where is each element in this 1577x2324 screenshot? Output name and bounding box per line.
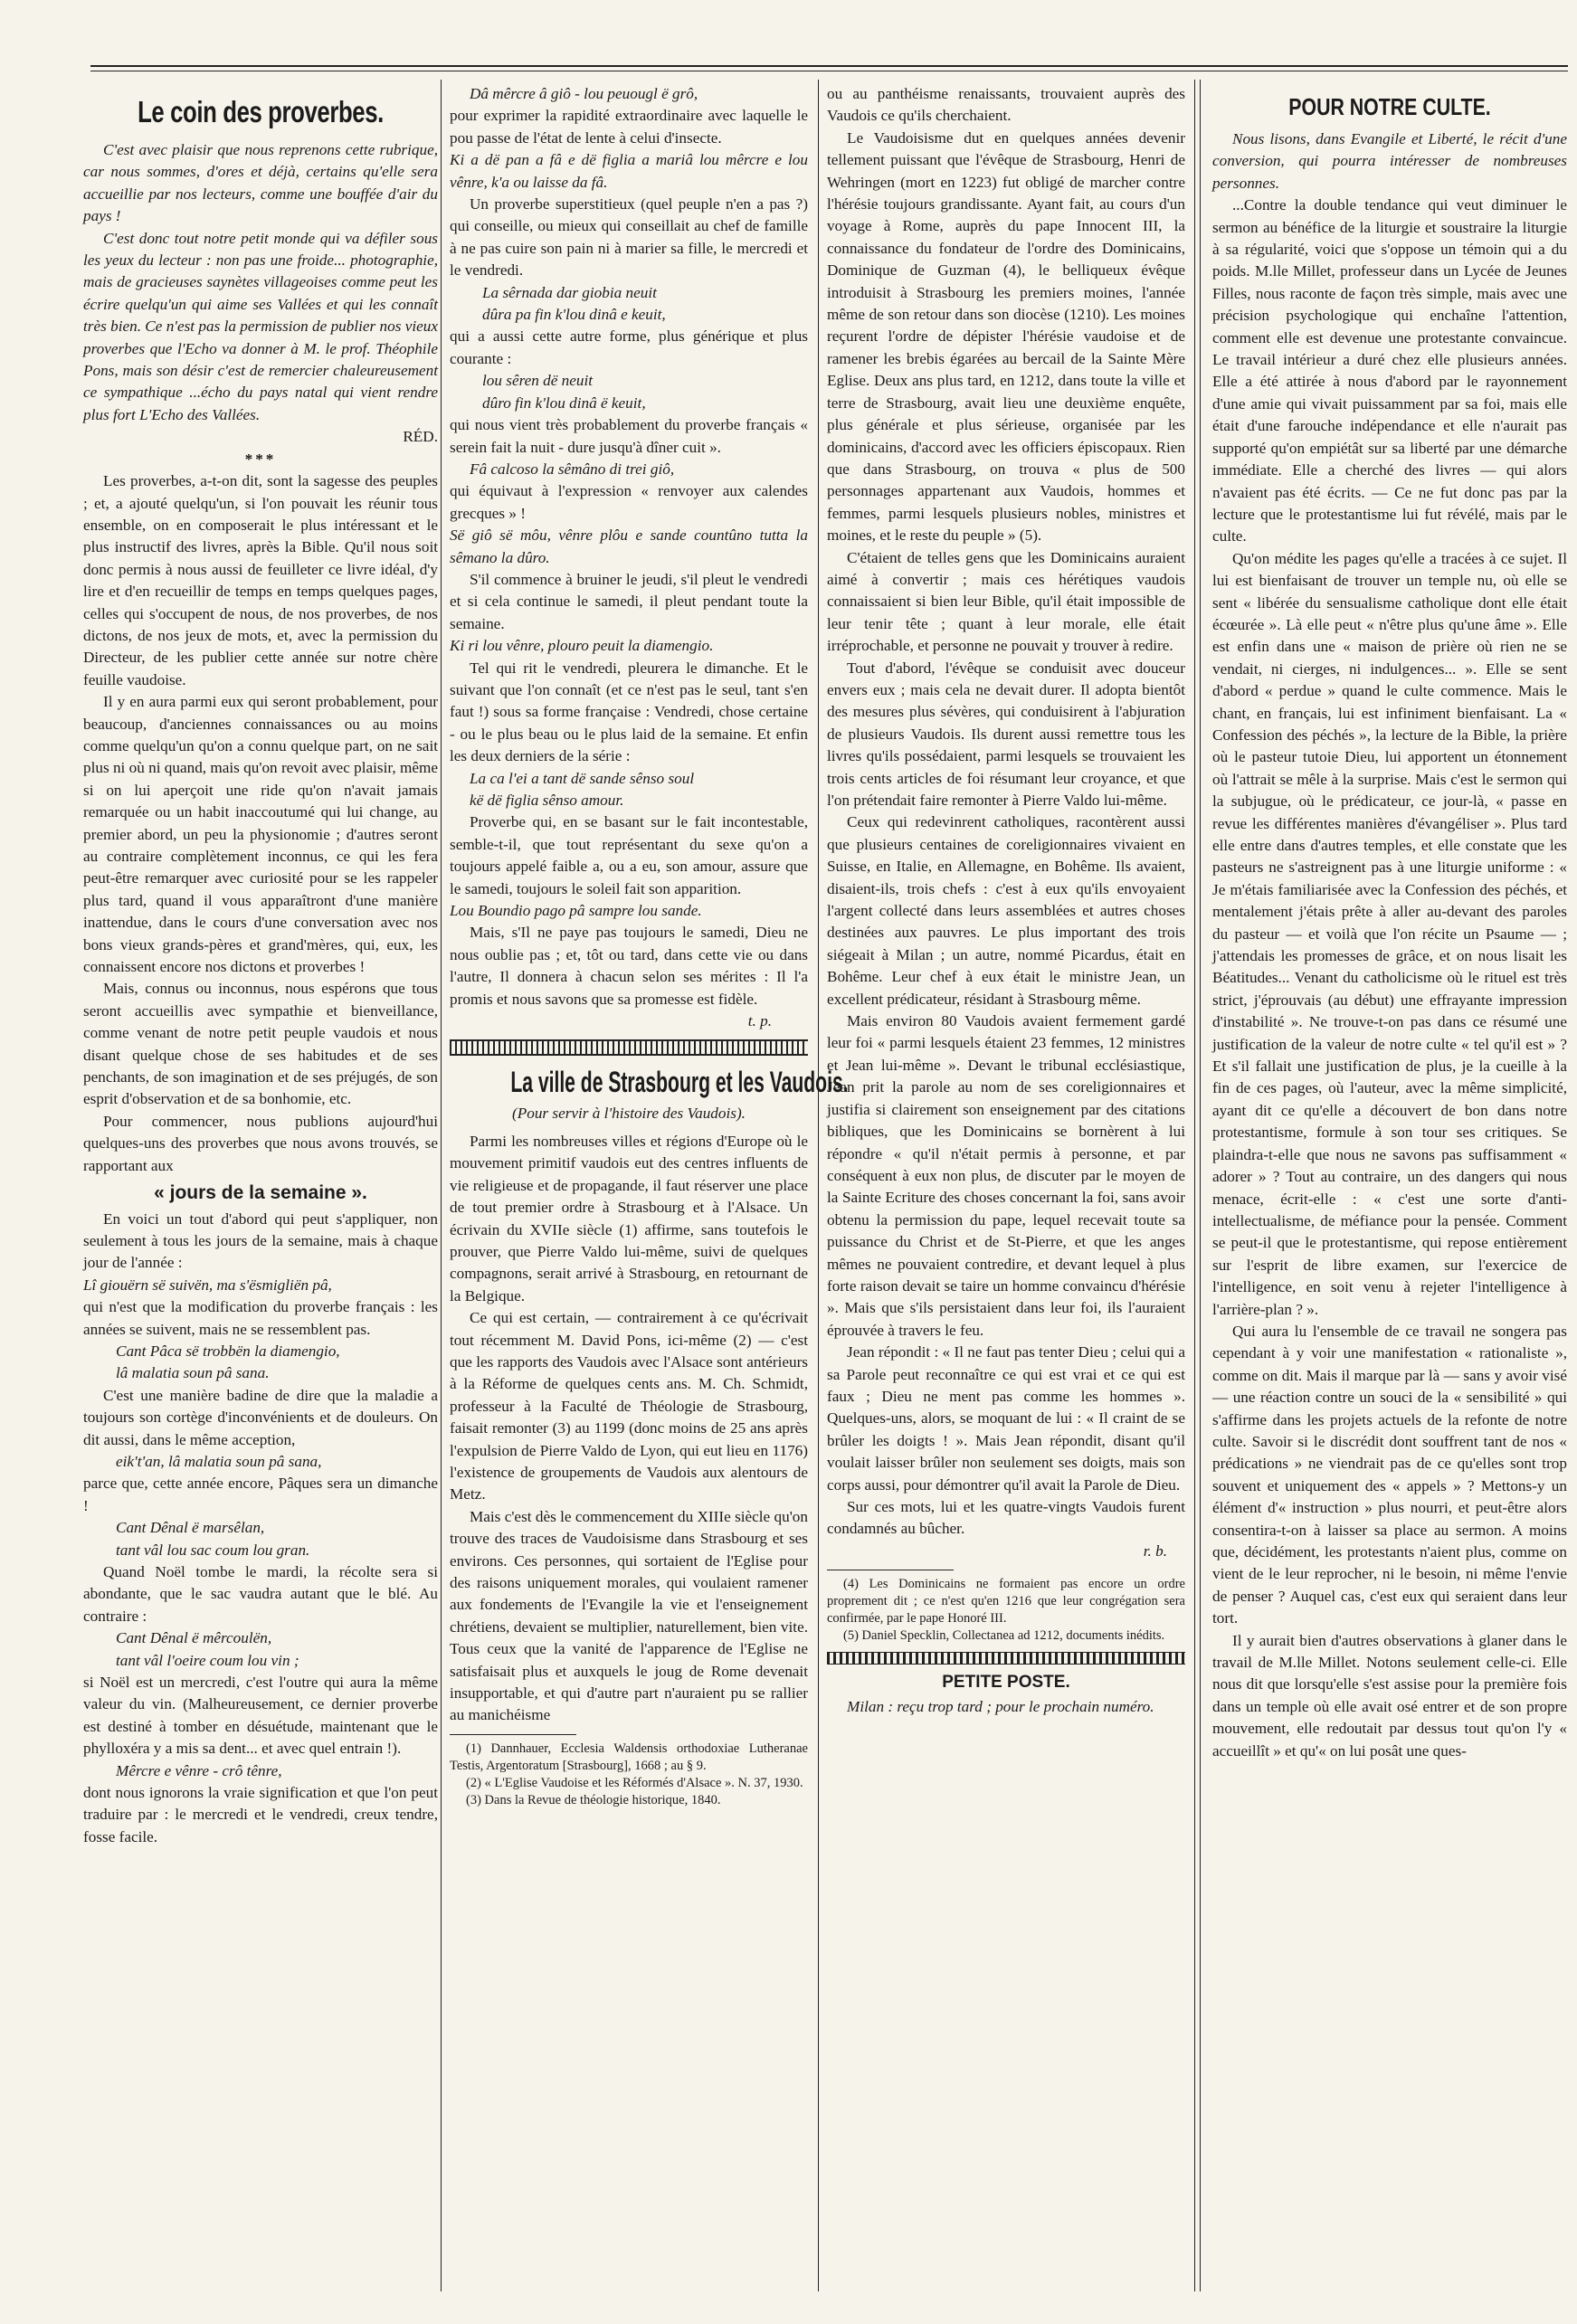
intro-paragraph: C'est avec plaisir que nous reprenons cette rubrique, car nous sommes, d'ores et déjà, certains qu'elle sera accueillie par nos lecteurs, comme une bouffée d'air du pays ! [83,141,438,225]
body-paragraph: Le Vaudoisisme dut en quelques années devenir tellement puissant que l'évêque de Strasbourg, Henri de Wehringen (mort en 1223) fut obligé de marcher contre l'hérésie toujours grandissante. Ayant fait, au cours d'un voyage à Rome, auprès du pape Innocent III, la connaissance du fondateur de l'ordre des Dominicains, Dominique de Guzman (4), le belliqueux évêque introduisit à Strasbourg les premiers moines, l'année même de son retour dans son diocèse (1210). Les moines reçurent l'ordre de dépister l'hérésie vaudoise et de ramener les brebis égarées au bercail de la Sainte Mère Eglise. Deux ans plus tard, en 1212, dans toute la ville et terre de Strasbourg, avait lieu une deuxième enquête, plus générale et plus sérieuse, organisée par les dominicains, d'accord avec les officiers épiscopaux. Rien que dans Strasbourg, on trouva « plus de 500 personnages appartenant aux Vaudois, hommes et femmes, parmi lesquels plusieurs nobles, ministres et moines, et le reste du peuple » (5). [827,128,1185,545]
proverb-line: Së giô së môu, vênre plôu e sande countûno tutta la sêmano la dûro. [450,526,808,566]
proverb-line: Ki a dë pan a fâ e dë figlia a mariâ lou mêrcre e lou vênre, k'a ou laisse da fâ. [450,151,808,191]
body-paragraph: Proverbe qui, en se basant sur le fait incontestable, semble-t-il, que tout représentant du sexe qu'on a toujours appelé faible a, ou a eu, son amour, assure que le samedi, toujours le soleil fait son apparition. [450,813,808,897]
article-title-strasbourg: La ville de Strasbourg et les Vaudois. [510,1066,849,1099]
proverb-line: Cant Dênal ë mêrcoulën, [116,1629,272,1647]
author-signature: t. p. [747,1012,772,1030]
section-heading-petite-poste: PETITE POSTE. [942,1673,1070,1693]
body-paragraph: Mais c'est dès le commencement du XIIIe siècle qu'on trouve des traces de Vaudoisisme dans Strasbourg et ses environs. Ces personnes, qui sortaient de l'Eglise pour des raisons uniquement morales, qui voulaient ramener aux fondements de l'Evangile la vie et l'enseignement chrétiens, devaient se multiplier, naturellement, bien vite. Tous ceux que la vanité de l'apparence de l'Eglise ne satisfaisait plus et auxquels le joug de Rome devenait insupportable, et qui d'autre part n'auraient pu se rallier au manichéisme [450,1507,808,1724]
body-paragraph: Qu'on médite les pages qu'elle a tracées à ce sujet. Il lui est bienfaisant de trouver un temple nu, où elle se sent « libérée du sensualisme catholique dont elle était écœurée ». Là elle peut « n'être plus qu'une âme ». Elle est enfin dans une « maison de prière où rien ne se vendait, ni cierges, ni indulgences... ». Elle se sent d'abord « perdue » quand le culte commence. Mais le chant, en français, lui est infiniment bienfaisant. La « Confession des péchés », la lecture de la Bible, la prière où le pasteur tutoie Dieu, lui apportent un étonnement où l'attrait se mêle à la surprise. Mais c'est le sermon qui la subjugue, où le prédicateur, ce jour-là, « passe en revue les différentes manières d'évangéliser ». Plus tard elle entre dans d'autres temples, et elle constate que les pasteurs ne s'astreignent pas à une liturgie uniforme : « Je m'étais familiarisée avec la Confession des péchés, et mentalement j'étais prête à aller au-devant des paroles du pasteur — et voilà que l'on récite un Psaume — ; j'attendais les promesses de grâce, et on nous lisait les Béatitudes... Venant du catholicisme où le rituel est très strict, j'éprouvais (au début) une effrayante impression d'instabilité ». Ne trouve-t-on pas dans ce résumé une justification de la valeur de notre culte « tel qu'il est » ? Et s'il fallait une justification de plus, je la cueille à la fin de ces pages, où l'auteur, avec la même simplicité, ayant dit ce qu'elle a découvert de bon dans notre protestantisme, formule à son tour ses critiques. Se plaindra-t-elle que nous ne savons pas suffisamment « adorer » ? Tout au contraire, un des dangers qui nous menace, écrit-elle : « c'est une sorte d'anti-intellectualisme, de méfiance pour la pensée. Comment se peut-il que le protestantisme, qui repose entièrement sur l'esprit de libre examen, sur l'exercice de l'intelligence, en soit venu à rejeter l'intelligence à l'arrière-plan ? ». [1212,549,1567,1318]
section-heading-jours: « jours de la semaine ». [154,1182,367,1204]
petite-poste-text: Milan : reçu trop tard ; pour le prochain numéro. [847,1697,1154,1715]
body-paragraph: qui n'est que la modification du proverbe français : les années se suivent, mais ne se ressemblent pas. [83,1298,438,1338]
column-proverbes [83,83,438,2291]
footnote: (2) « L'Eglise Vaudoise et les Réformés d'Alsace ». N. 37, 1930. [466,1775,803,1790]
article-title-culte: POUR NOTRE CULTE. [1288,93,1491,120]
column-rule-3 [1194,80,1195,2291]
body-paragraph: Il y aurait bien d'autres observations à glaner dans le travail de M.lle Millet. Notons seulement celle-ci. Elle nous dit que lorsqu'elle s'est assise pour la première fois dans un temple où elle avait osé entrer et de son propre mouvement, elle redoutait par dessus tout qu'on l'y « accueillît » et qu'« on lui posât une ques- [1212,1631,1567,1760]
article-title-proverbes: Le coin des proverbes. [138,95,384,128]
body-paragraph: Qui aura lu l'ensemble de ce travail ne songera pas cependant à y voir une manifestation « rationaliste », comme on dit. Mais il marque par là — sans y avoir visé — une réaction contre un souci de la « sensibilité » qui s'affirme dans les projets actuels de la refonte de notre culte. Savoir si le discrédit dont souffrent tant de nos « prédications » ne viendrait pas de ce qu'elles sont trop souvent et uniquement des « appels » ? Mettons-y un élément d'« instruction » plus nourri, et peut-être alors consentira-t-on à laisser sa place au sermon. A moins que, décidément, les protestants n'aient plus, comme on vient de le leur reprocher, ni le besoin, ni même l'envie de penser ? Auquel cas, c'est eux qui seraient dans leur tort. [1212,1322,1567,1627]
body-paragraph: Quand Noël tombe le mardi, la récolte sera si abondante, que le sac vaudra autant que le blé. Au contraire : [83,1563,438,1625]
body-paragraph: Jean répondit : « Il ne faut pas tenter Dieu ; celui qui a sa Parole peut reconnaître ce qui est vrai et ce qui est faux ; Dieu ne ment pas comme les hommes ». Quelques-uns, alors, se moquant de lui : « Il craint de se brûler les doigts ! ». Mais Jean répondit, disant qu'il voulait laisser brûler non seulement ses doigts, mais son corps aussi, pour démontrer qu'il avait la Parole de Dieu. [827,1343,1185,1494]
proverb-line: Lou Boundio pago pâ sampre lou sande. [450,902,702,920]
ornamental-divider [450,1039,808,1056]
proverb-line: eik't'an, lâ malatia soun pâ sana, [116,1452,322,1470]
proverb-line: dûra pa fin k'lou dinâ e keuit, [482,306,666,324]
body-paragraph: qui nous vient très probablement du proverbe français « serein fait la nuit - dure jusqu'à dîner cuit ». [450,416,808,456]
column-proverbes-strasbourg [450,83,849,2291]
proverb-line: Fâ calcoso la sêmâno di trei giô, [470,460,675,478]
footnote: (3) Dans la Revue de théologie historique, 1840. [466,1792,721,1807]
body-paragraph: Tout d'abord, l'évêque se conduisit avec douceur envers eux ; mais cela ne devait durer. Il adopta bientôt des mesures plus sévères, qui conduisirent à l'abjuration de plusieurs Vaudois. Ils durent aussi remettre tous les livres qu'ils possédaient, parmi lesquels se trouvaient les trois cents articles de foi résumant leur croyance, et que l'on prétendait faire remonter à Pierre Valdo lui-même. [827,659,1185,809]
body-paragraph: Ce qui est certain, — contrairement à ce qu'écrivait tout récemment M. David Pons, ici-même (2) — c'est que les rapports des Vaudois avec l'Alsace sont antérieurs à la Réforme de quelques cents ans. M. Ch. Schmidt, professeur à la Faculté de Théologie de Strasbourg, faisait remonter (3) au 1199 (donc moins de 25 ans après l'expulsion de Pierre Valdo de Lyon, qui eut lieu en 1176) l'existence de groupements de Vaudois aux alentours de Metz. [450,1309,808,1503]
proverb-line: kë dë figlia sênso amour. [470,792,624,809]
body-paragraph: Sur ces mots, lui et les quatre-vingts Vaudois furent condamnés au bûcher. [827,1498,1185,1538]
body-paragraph: parce que, cette année encore, Pâques sera un dimanche ! [83,1475,438,1514]
body-paragraph: qui a aussi cette autre forme, plus générique et plus courante : [450,327,808,367]
proverb-line: lou sêren dë neuit [482,372,594,390]
body-paragraph: Tel qui rit le vendredi, pleurera le dimanche. Et le suivant que l'on connaît (et ce n'est pas le seul, tant s'en faut !) sous sa forme française : Vendredi, chose certaine - ou le plus beau ou le plus laid de la semaine. Et enfin les deux derniers de la série : [450,659,808,765]
ornamental-divider [827,1652,1185,1665]
column-rule-3b [1200,80,1201,2291]
body-paragraph: pour exprimer la rapidité extraordinaire avec laquelle le pou passe de l'état de lente à celui d'insecte. [450,107,808,147]
body-paragraph: Mais environ 80 Vaudois avaient fermement gardé leur foi « parmi lesquels étaient 23 femmes, 12 ministres et Jean lui-même ». Devant le tribunal ecclésiastique, Jean prit la parole au nom de ses coreligionnaires et justifia si clairement son enseignement par des citations bibliques, que les Dominicains se bornèrent à lui répondre « qu'il n'était permis à personne, et par conséquent à eux non plus, de discuter par le moyen de la Sainte Ecriture des choses concernant la foi, sans avoir obtenu la permission du pape, lequel recevait toute sa puissance du Christ et de St-Pierre, et que les anges mêmes ne pouvaient contredire, et devant lequel à plus forte raison devait se taire un homme convaincu d'hérésie ». Mais que s'ils persistaient dans leur foi, ils l'auraient éprouvée à travers le feu. [827,1012,1185,1339]
proverb-line: Lî giouërn së suivën, ma s'ësmigliën pâ, [83,1276,332,1294]
body-paragraph: Mais, connus ou inconnus, nous espérons que tous seront accueillis avec sympathie et bienveillance, comme venant de notre petit peuple vaudois et nous disant quelque chose de ses habitudes et de ses penchants, de son imagination et de ses préjugés, de son esprit d'observation et de sa bonhomie, etc. [83,980,438,1108]
intro-paragraph: C'est donc tout notre petit monde qui va défiler sous les yeux du lecteur : non pas une froide... photographie, mais de gracieuses saynètes villageoises comme peut les écrire quelqu'un qui aime ses Vallées et qui les connaît très bien. Ce n'est pas la permission de publier nos vieux proverbes que l'Echo va donner à M. le prof. Théophile Pons, mais son désir c'est de remercier chaleureusement ce sympathique ...écho du pays natal qui vient rendre plus fort L'Echo des Vallées. [83,229,438,423]
proverb-line: tant vâl lou sac coum lou gran. [116,1541,310,1559]
body-paragraph: Mais, s'Il ne paye pas toujours le samedi, Dieu ne nous oublie pas ; et, tôt ou tard, dans cette vie ou dans l'autre, Il donnera à chacun selon ses mérites : Il l'a promis et nous savons que sa promesse est fidèle. [450,924,808,1008]
proverb-line: lâ malatia soun pâ sana. [116,1364,270,1382]
column-strasbourg-cont [827,83,1185,2291]
body-paragraph: Un proverbe superstitieux (quel peuple n'en a pas ?) qui conseille, ou mieux qui conseillait au chef de famille à ne pas cuire son pain ni à marier sa fille, le mercredi et le vendredi. [450,195,808,280]
body-paragraph: S'il commence à bruiner le jeudi, s'il pleut le vendredi et si cela continue le samedi, il pleut pendant toute la semaine. [450,570,808,632]
body-paragraph: Il y en aura parmi eux qui seront probablement, pour beaucoup, d'anciennes connaissances ou au moins comme quelqu'un qu'on a connu quelque part, on ne sait plus ni où ni quand, mais qu'on revoit avec plaisir, même si on lui aperçoit une ride qu'on n'avait jamais remarquée ou un habit inaccoutumé qui lui change, au premier abord, un peu la physionomie ; d'autres seront au contraire complètement inconnus, ce qui les fera peut-être remarquer avec curiosité pour se les rappeler plus tard, quand il vous apparaîtront d'une manière inattendue, dans le cours d'une conversation avec nos bons vieux grands-pères et grand'mères, qui, eux, les connaissent encore nos dictons et proverbes ! [83,693,438,976]
body-paragraph: Parmi les nombreuses villes et régions d'Europe où le mouvement primitif vaudois eut des centres influents de vie religieuse et de propagande, il faut réserver une place de tout premier ordre à Strasbourg et à l'Alsace. Un écrivain du XVIIe siècle (1) affirme, sans toutefois le prouver, que Pierre Valdo lui-même, suivi de quelques compagnons, serait arrivé à Strasbourg, en retournant de la Belgique. [450,1132,808,1304]
proverb-line: Mêrcre e vênre - crô tênre, [116,1761,282,1779]
body-paragraph: dont nous ignorons la vraie signification et que l'on peut traduire par : le mercredi et le vendredi, creux tendre, fosse facile. [83,1784,438,1845]
proverb-line: La sêrnada dar giobia neuit [482,283,657,301]
editor-signature: RÉD. [403,428,438,446]
proverb-line: dûro fin k'lou dinâ ë keuit, [482,394,646,412]
body-paragraph: ou au panthéisme renaissants, trouvaient auprès des Vaudois ce qu'ils cherchaient. [827,85,1185,125]
body-paragraph: C'étaient de telles gens que les Dominicains auraient aimé à convertir ; mais ces hérétiques vaudois connaissaient si bien leur Bible, qu'il était impossible de leur tenir tête ; quant à leur morale, elle était irréprochable, et personne ne pouvait y trouver à redire. [827,548,1185,655]
article-subtitle: (Pour servir à l'histoire des Vaudois). [512,1105,746,1123]
proverb-line: tant vâl l'oeire coum lou vin ; [116,1651,299,1669]
proverb-line: La ca l'ei a tant dë sande sênso soul [470,769,695,787]
body-paragraph: Les proverbes, a-t-on dit, sont la sagesse des peuples ; et, a ajouté quelqu'un, si l'on pouvait les réunir tous ensemble, on en composerait le plus intéressant et le plus instructif des livres, après la Bible. Qu'il nous soit donc permis à nous aussi de feuilleter ce livre idéal, d'y lire et d'en recueillir de temps en temps quelques pages, celles qui s'occupent de nous, de nos proverbes, de nos dictons, de nos jeux de mots, et, avec la permission du Directeur, de les publier cette année sur notre chère feuille vaudoise. [83,472,438,688]
body-paragraph: qui équivaut à l'expression « renvoyer aux calendes grecques » ! [450,482,808,522]
separator-stars: *** [244,450,277,468]
proverb-line: Cant Pâca së trobbën la diamengio, [116,1342,340,1360]
body-paragraph: si Noël est un mercredi, c'est l'outre qui aura la même valeur du vin. (Malheureusement, ce dernier proverbe est destiné à tomber en désuétude, maintenant que le phylloxéra y a mis sa dent... et avec quel entrain !). [83,1674,438,1758]
body-paragraph: Pour commencer, nous publions aujourd'hui quelques-uns des proverbes que nous avons trouvés, se rapportant aux [83,1112,438,1174]
column-culte [1212,83,1567,2291]
proverb-line: Dâ mêrcre â giô - lou peuougl ë grô, [470,85,698,102]
column-rule-2 [818,80,819,2291]
intro-paragraph: Nous lisons, dans Evangile et Liberté, le récit d'une conversion, qui pourra intéresser de nombreuses personnes. [1212,130,1567,192]
body-paragraph: Ceux qui redevinrent catholiques, racontèrent aussi que plusieurs centaines de coreligionnaires vivaient en Suisse, en Italie, en Allemagne, en Bohême. Ils avaient, disaient-ils, trois chefs : c'est à eux qu'ils envoyaient l'argent collecté dans leurs assemblées et autres choses destinées aux pauvres. Le plus important des trois siégeait à Milan ; un autre, nommé Picardus, était en Bohême. Leur chef à eux était le ministre Jean, un excellent prédicateur, résidant à Strasbourg même. [827,813,1185,1008]
footnote-rule [450,1734,576,1735]
author-signature: r. b. [1143,1541,1167,1560]
column-rule-1 [441,80,442,2291]
footnote: (5) Daniel Specklin, Collectanea ad 1212, documents inédits. [843,1628,1165,1644]
footnote: (1) Dannhauer, Ecclesia Waldensis orthodoxiae Lutheranae Testis, Argentoratum [Strasbourg], 1668 ; au § 9. [450,1741,808,1773]
body-paragraph: ...Contre la double tendance qui veut diminuer le sermon au bénéfice de la liturgie et soustraire la liturgie à sa régularité, voici que s'oppose un témoin qui a du poids. M.lle Millet, professeur dans un Lycée de Jeunes Filles, nous raconte de façon très simple, mais avec une précision psychologique qui enchaîne l'attention, comment elle est devenue une protestante convaincue. Le travail intérieur a duré chez elle plusieurs années. Elle a été attirée à nous d'abord par le rayonnement d'une amie qui vivait puissamment par sa foi, mais elle était d'une farouche indépendance et elle n'aurait pas supporté qu'on empiétât sur sa liberté par une démarche immédiate. Elle a cherché des livres — qui alors n'avaient pas été écrits. — Ce ne fut donc pas par la lecture que le protestantisme lui fut révélé, mais par le culte. [1212,196,1567,545]
top-rule [90,65,1568,67]
body-paragraph: C'est une manière badine de dire que la maladie a toujours son cortège d'inconvénients et de douleurs. On dit aussi, dans le même acception, [83,1386,438,1448]
proverb-line: Cant Dênal ë marsêlan, [116,1519,265,1537]
body-paragraph: En voici un tout d'abord qui peut s'appliquer, non seulement à tous les jours de la semaine, mais à chaque jour de l'année : [83,1209,438,1272]
proverb-line: Ki ri lou vênre, plouro peuit la diamengio. [450,637,714,655]
footnote: (4) Les Dominicains ne formaient pas encore un ordre proprement dit ; ce n'est qu'en 1216 que leur congrégation sera confirmée, par le pape Honoré III. [827,1577,1185,1627]
